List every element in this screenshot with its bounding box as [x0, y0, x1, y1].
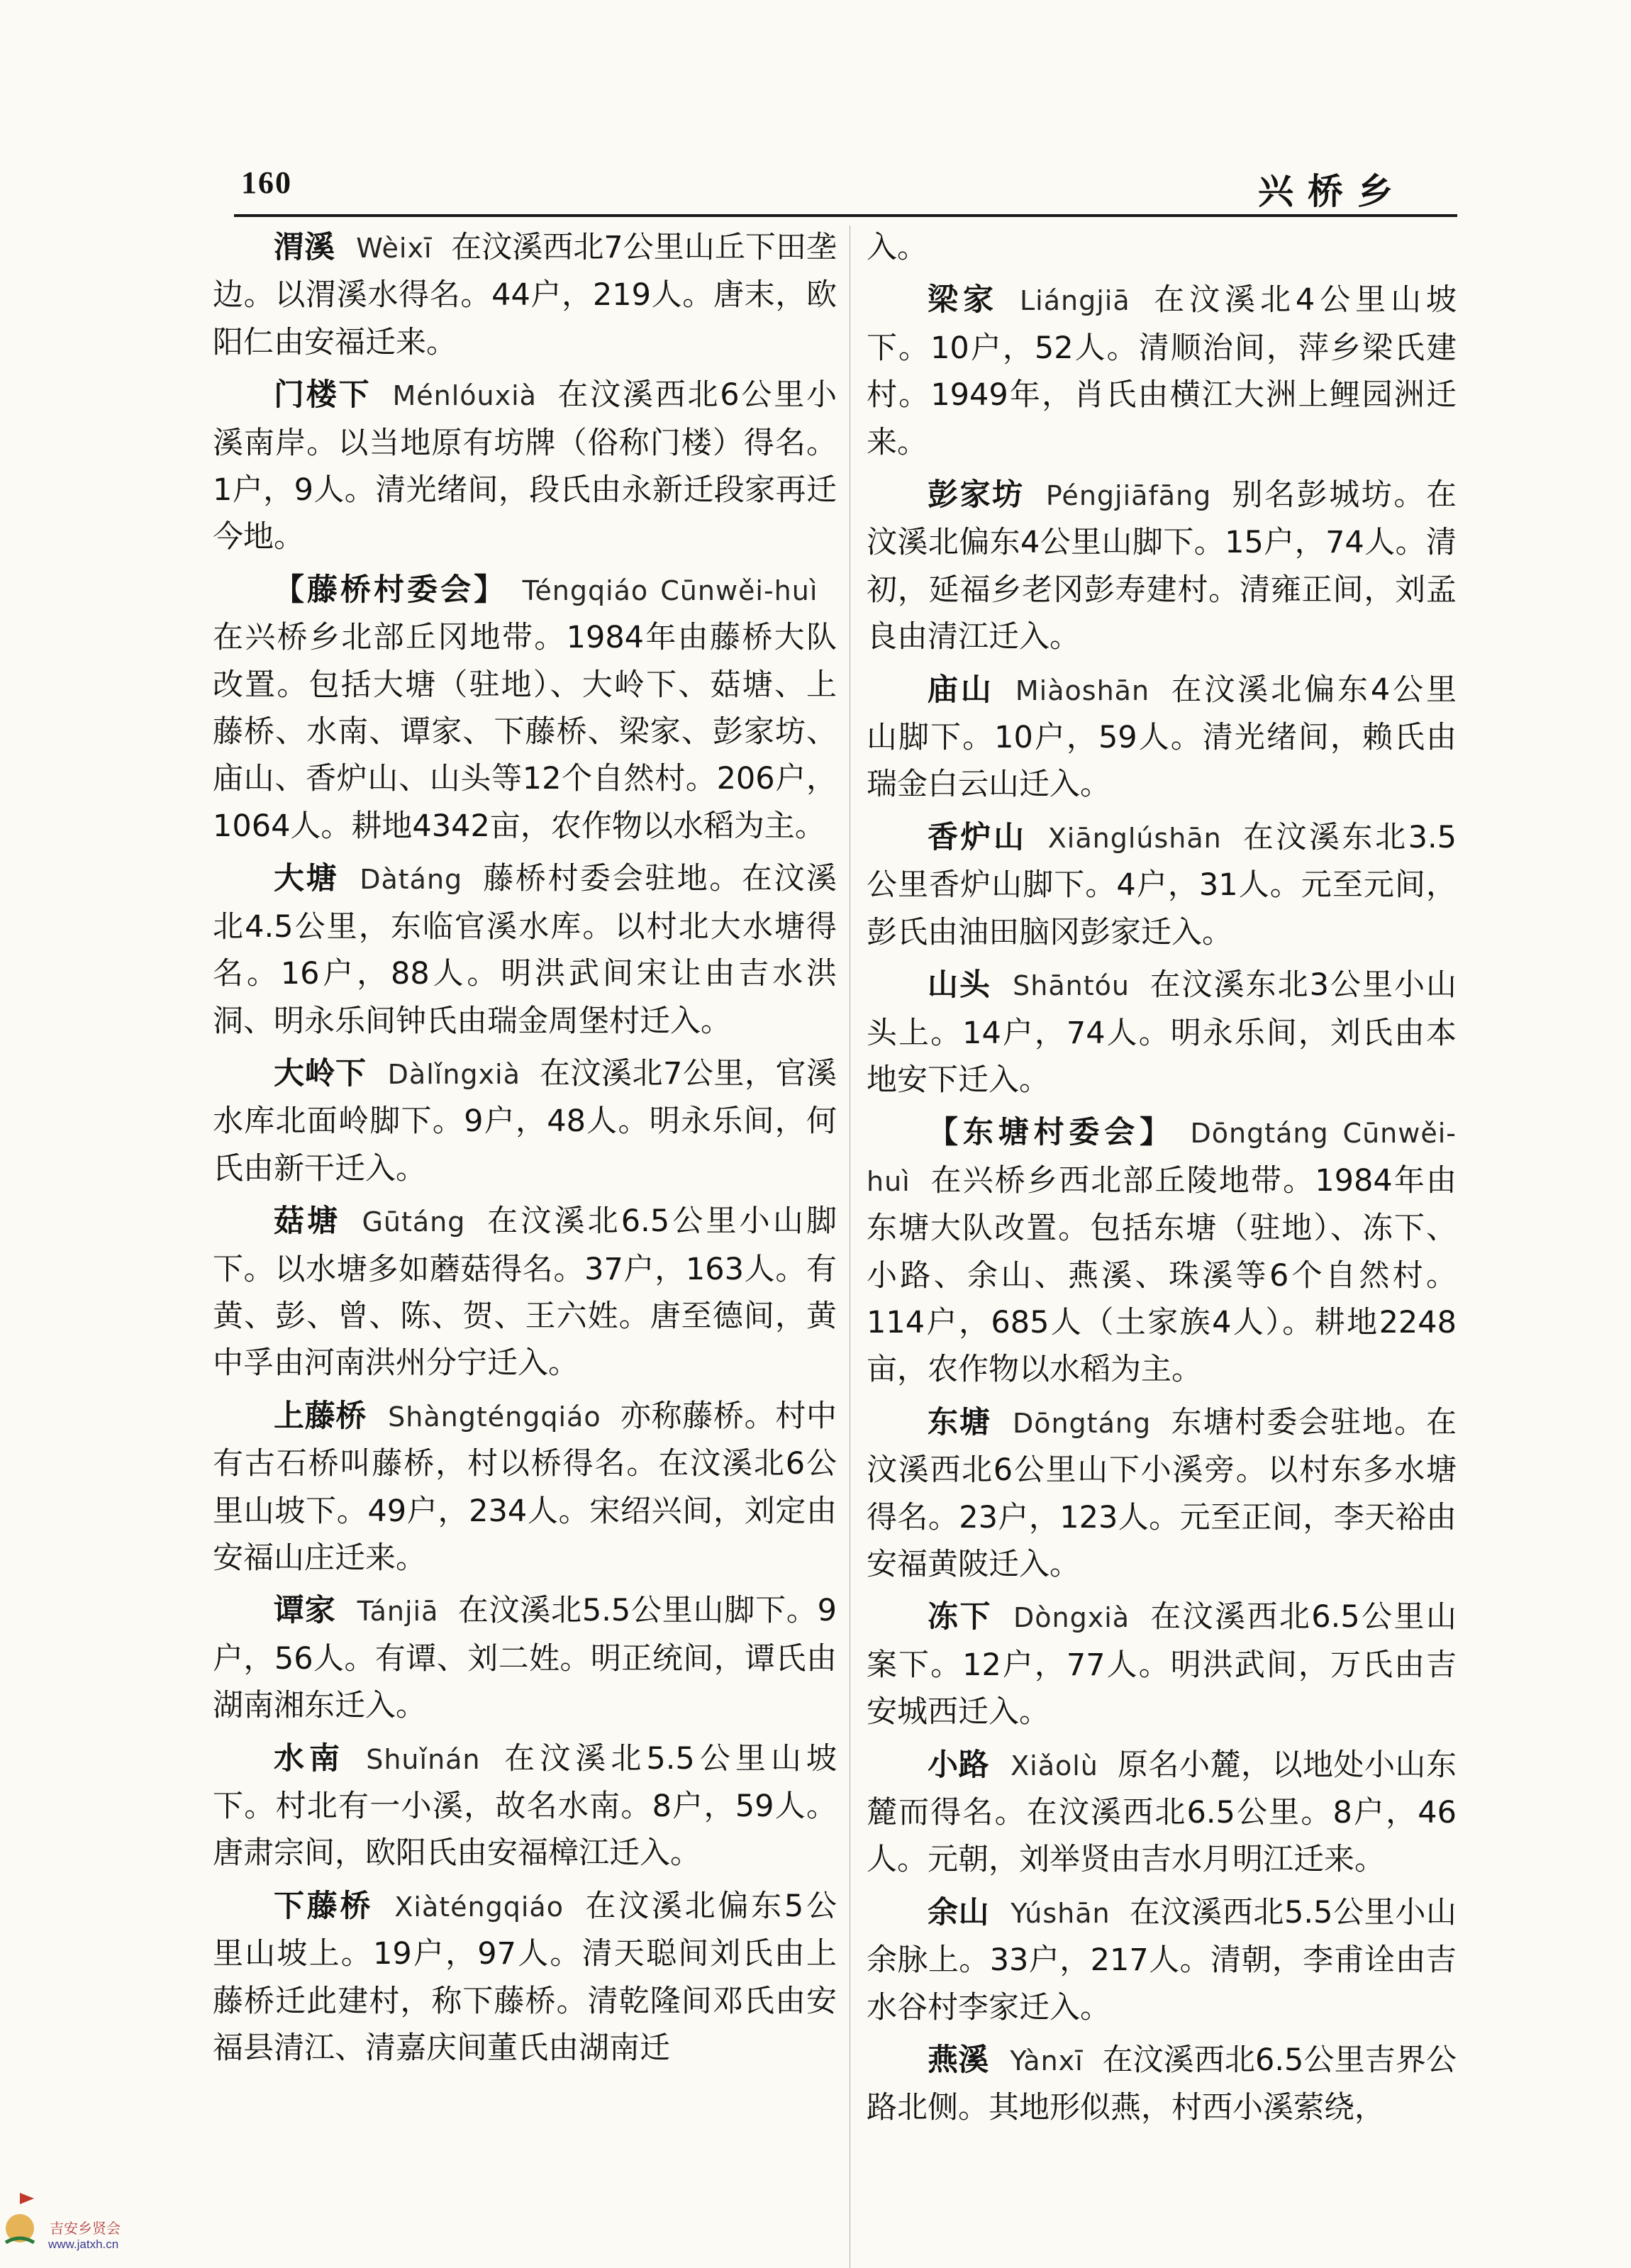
- entry-pinyin: Xiānglúshān: [1047, 822, 1222, 854]
- place-entry: [213, 372, 837, 561]
- entry-text: 在汶溪西北5.5公里小山余脉上。33户，217人。清朝，李甫诠由吉水谷村李家迁入。: [867, 1894, 1457, 2025]
- section-entry: [213, 567, 837, 850]
- entry-text: 在汶溪北偏东4公里山脚下。10户，59人。清光绪间，赖氏由瑞金白云山迁入。: [867, 672, 1457, 803]
- place-entry: [213, 1587, 837, 1729]
- entry-pinyin: Wèixī: [356, 233, 433, 264]
- entry-text: 在汶溪西北7公里山丘下田垄边。以渭溪水得名。44户，219人。唐末，欧阳仁由安福迁来。: [213, 230, 837, 360]
- entry-pinyin: Dàlǐngxià: [387, 1058, 521, 1090]
- entry-term: 谭家: [274, 1593, 336, 1629]
- entry-pinyin: Dàtáng: [360, 864, 463, 896]
- entry-pinyin: Dòngxià: [1013, 1602, 1130, 1634]
- place-entry: [867, 814, 1457, 956]
- place-entry: [213, 1735, 837, 1877]
- entry-text: 在汶溪北5.5公里山坡下。村北有一小溪，故名水南。8户，59人。唐肃宗间，欧阳氏由安福樟江迁入。: [213, 1740, 837, 1872]
- entry-term: 下藤桥: [274, 1888, 374, 1924]
- entry-pinyin: Gūtáng: [362, 1206, 466, 1238]
- entry-term: 余山: [928, 1894, 990, 1930]
- section-entry: [867, 1109, 1457, 1393]
- entry-pinyin: Péngjiāfāng: [1045, 480, 1212, 512]
- entry-term: 上藤桥: [274, 1398, 367, 1434]
- entry-pinyin: Xiǎolù: [1011, 1750, 1098, 1781]
- place-entry: [867, 1594, 1457, 1735]
- entry-text: 在兴桥乡西北部丘陵地带。1984年由东塘大队改置。包括东塘（驻地）、冻下、小路、余山、燕溪、珠溪等6个自然村。114户，685人（土家族4人）。耕地2248亩，农作物以水稻为主。: [867, 1162, 1457, 1388]
- entry-text: 在汶溪北6.5公里小山脚下。以水塘多如蘑菇得名。37户，163人。有黄、彭、曾、陈、贺、王六姓。唐至德间，黄中孚由河南洪州分宁迁入。: [213, 1204, 837, 1382]
- entry-term: 【藤桥村委会】: [274, 572, 508, 608]
- entry-term: 冻下: [928, 1599, 992, 1635]
- entry-term: 山头: [928, 967, 992, 1004]
- left-column: [213, 224, 837, 2077]
- place-entry: [867, 1889, 1457, 2031]
- entry-term: 彭家坊: [928, 477, 1025, 513]
- running-header-title: 兴桥乡: [1258, 171, 1407, 212]
- entry-pinyin: Yànxī: [1010, 2045, 1084, 2077]
- entry-pinyin: Dōngtáng: [1012, 1407, 1152, 1439]
- place-entry: [867, 667, 1457, 808]
- entry-pinyin: Shāntóu: [1013, 970, 1130, 1002]
- entry-text: 原名小麓，以地处小山东麓而得名。在汶溪西北6.5公里。8户，46人。元朝，刘举贤由吉水月明江迁来。: [867, 1747, 1457, 1878]
- entry-term: 大塘: [274, 861, 339, 897]
- entry-pinyin: Ménlóuxià: [392, 380, 537, 412]
- place-entry: [213, 1198, 837, 1387]
- place-entry: [867, 277, 1457, 466]
- entry-text: 别名彭城坊。在汶溪北偏东4公里山脚下。15户，74人。清初，延福乡老冈彭寿建村。清雍正间，刘孟良由清江迁入。: [867, 477, 1457, 655]
- place-entry: [213, 1883, 837, 2072]
- entry-pinyin: Xiàténgqiáo: [394, 1891, 564, 1923]
- entry-term: 香炉山: [928, 819, 1027, 855]
- entry-pinyin: Shuǐnán: [366, 1743, 481, 1775]
- entry-text: 在汶溪西北6.5公里山案下。12户，77人。明洪武间，万氏由吉安城西迁入。: [867, 1599, 1457, 1730]
- place-entry: [213, 224, 837, 366]
- entry-pinyin: Shàngténgqiáo: [388, 1401, 601, 1433]
- place-entry: [867, 1399, 1457, 1589]
- place-entry: [213, 855, 837, 1045]
- entry-term: 【东塘村委会】: [928, 1115, 1176, 1151]
- entry-term: 梁家: [928, 282, 998, 318]
- place-entry: [867, 2037, 1457, 2132]
- continued-text: [867, 224, 1457, 271]
- watermark-url: www.jatxh.cn: [48, 2238, 119, 2251]
- watermark-text: 吉安乡贤会: [50, 2221, 121, 2237]
- page-number: 160: [241, 165, 292, 200]
- entry-term: 燕溪: [928, 2042, 989, 2079]
- entry-pinyin: Tánjiā: [357, 1596, 439, 1628]
- entry-text: 藤桥村委会驻地。在汶溪北4.5公里，东临官溪水库。以村北大水塘得名。16户，88人。明洪武间宋让由吉水洪洞、明永乐间钟氏由瑞金周堡村迁入。: [213, 861, 837, 1039]
- entry-term: 庙山: [928, 672, 994, 708]
- right-column: [867, 224, 1457, 2138]
- entry-pinyin: Miàoshān: [1015, 674, 1150, 706]
- entry-term: 小路: [928, 1747, 990, 1783]
- entry-term: 东塘: [928, 1404, 991, 1440]
- entry-term: 菇塘: [274, 1204, 341, 1240]
- entry-text: 在汶溪东北3.5公里香炉山脚下。4户，31人。元至元间，彭氏由油田脑冈彭家迁入。: [867, 819, 1457, 950]
- entry-pinyin: Téngqiáo Cūnwěi-huì: [522, 574, 818, 606]
- entry-text: 入。: [867, 230, 928, 265]
- entry-text: 在汶溪北5.5公里山脚下。9户，56人。有谭、刘二姓。明正统间，谭氏由湖南湘东迁入。: [213, 1593, 837, 1724]
- entry-term: 渭溪: [274, 230, 335, 265]
- entry-text: 在汶溪北7公里，官溪水库北面岭脚下。9户，48人。明永乐间，何氏由新干迁入。: [213, 1055, 837, 1186]
- entry-text: 在汶溪北偏东5公里山坡上。19户，97人。清天聪间刘氏由上藤桥迁此建村，称下藤桥。清乾隆间邓氏由安福县清江、清嘉庆间董氏由湖南迁: [213, 1888, 837, 2067]
- header-rule: [234, 214, 1457, 217]
- entry-text: 在兴桥乡北部丘冈地带。1984年由藤桥大队改置。包括大塘（驻地）、大岭下、菇塘、上藤桥、水南、谭家、下藤桥、梁家、彭家坊、庙山、香炉山、山头等12个自然村。206户，1064人。耕地4342亩，农作物以水稻为主。: [213, 620, 837, 844]
- entry-pinyin: Dōngtáng Cūnwěi-huì: [867, 1118, 1457, 1197]
- entry-text: 在汶溪东北3公里小山头上。14户，74人。明永乐间，刘氏由本地安下迁入。: [867, 967, 1457, 1098]
- place-entry: [213, 1393, 837, 1582]
- entry-text: 在汶溪西北6公里小溪南岸。以当地原有坊牌（俗称门楼）得名。1户，9人。清光绪间，段氏由永新迁段家再迁今地。: [213, 377, 837, 555]
- entry-text: 在汶溪西北6.5公里吉界公路北侧。其地形似燕，村西小溪萦绕，: [867, 2042, 1457, 2126]
- place-entry: [213, 1050, 837, 1192]
- entry-pinyin: Yúshān: [1011, 1897, 1110, 1929]
- place-entry: [867, 1742, 1457, 1884]
- entry-term: 门楼下: [274, 377, 372, 413]
- entry-text: 亦称藤桥。村中有古石桥叫藤桥，村以桥得名。在汶溪北6公里山坡下。49户，234人。宋绍兴间，刘定由安福山庄迁来。: [213, 1398, 837, 1576]
- entry-text: 在汶溪北4公里山坡下。10户，52人。清顺治间，萍乡梁氏建村。1949年，肖氏由横江大洲上鲤园洲迁来。: [867, 282, 1457, 460]
- entry-pinyin: Liángjiā: [1019, 285, 1130, 317]
- entry-text: 东塘村委会驻地。在汶溪西北6公里山下小溪旁。以村东多水塘得名。23户，123人。元至正间，李天裕由安福黄陂迁入。: [867, 1404, 1457, 1582]
- entry-term: 大岭下: [274, 1055, 367, 1091]
- entry-term: 水南: [274, 1740, 345, 1777]
- place-entry: [867, 472, 1457, 661]
- place-entry: [867, 962, 1457, 1104]
